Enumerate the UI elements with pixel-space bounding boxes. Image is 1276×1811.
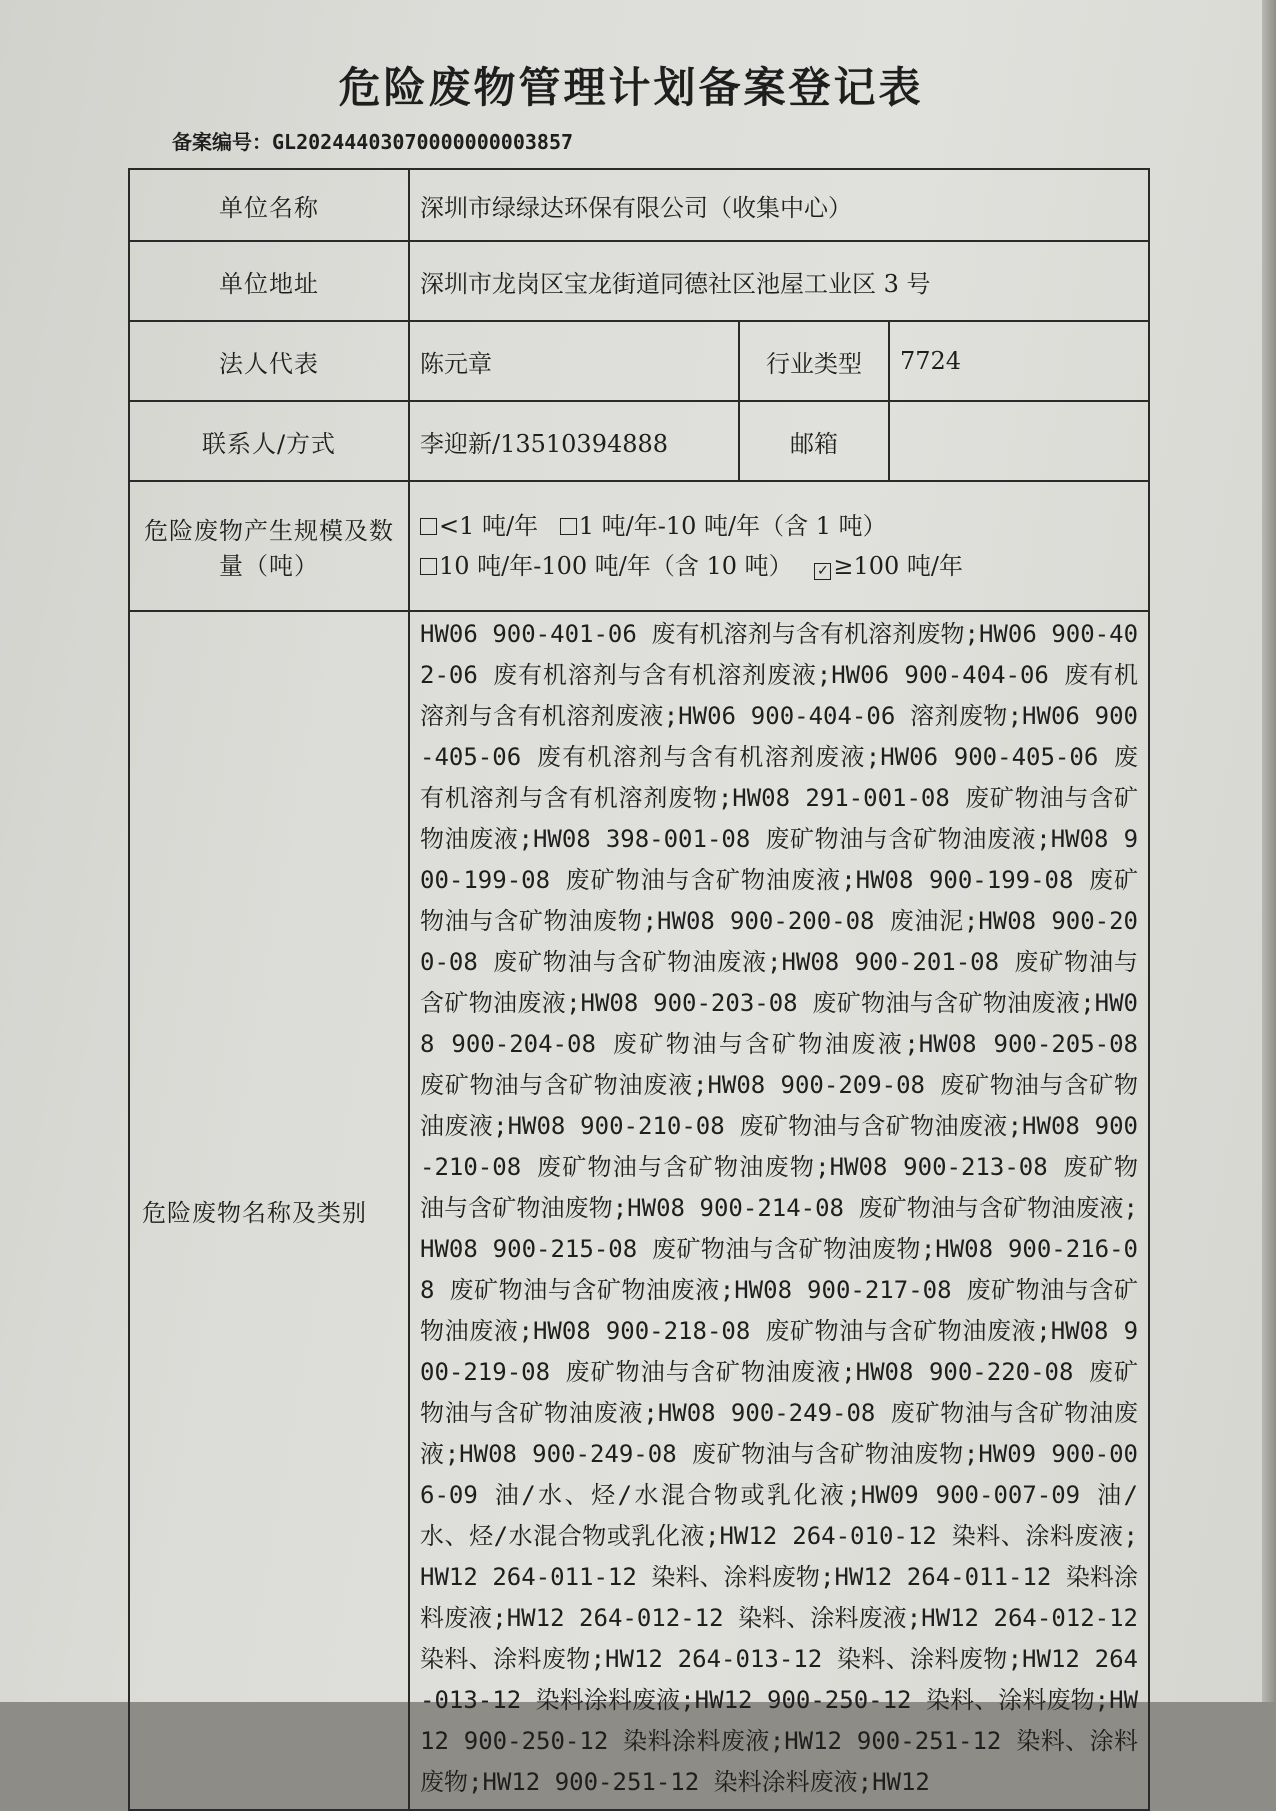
row-legal-rep <box>129 321 1149 401</box>
record-number-line <box>172 126 573 155</box>
email-value <box>889 401 1149 481</box>
registration-table <box>128 168 1150 1811</box>
scale-option-4-text: ≥100 吨/年 <box>833 552 963 580</box>
unit-name-label: 单位名称 <box>129 169 409 241</box>
scale-option-3 <box>420 552 793 580</box>
unit-address-label: 单位地址 <box>129 241 409 321</box>
legal-rep-value: 陈元章 <box>409 321 739 401</box>
checkbox-checked-icon: ✓ <box>814 563 831 580</box>
row-waste <box>129 611 1149 1810</box>
unit-address-value: 深圳市龙岗区宝龙街道同德社区池屋工业区 3 号 <box>409 241 1149 321</box>
waste-list: HW06 900-401-06 废有机溶剂与含有机溶剂废物;HW06 900-402-06 废有机溶剂与含有机溶剂废液;HW06 900-404-06 废有机溶剂与含有机溶剂废液;HW06 900-404-06 溶剂废物;HW06 900-405-06 废有机溶剂与含有机溶剂废液;HW06 900-405-06 废有机溶剂与含有机溶剂废物;HW08 291-001-08 废矿物油与含矿物油废液;HW08 398-001-08 废矿物油与含矿物油废液;HW08 900-199-08 废矿物油与含矿物油废液;HW08 900-199-08 废矿物油与含矿物油废物;HW08 900-200-08 废油泥;HW08 900-200-08 废矿物油与含矿物油废液;HW08 900-201-08 废矿物油与含矿物油废液;HW08 900-203-08 废矿物油与含矿物油废液;HW08 900-204-08 废矿物油与含矿物油废液;HW08 900-205-08 废矿物油与含矿物油废液;HW08 900-209-08 废矿物油与含矿物油废液;HW08 900-210-08 废矿物油与含矿物油废液;HW08 900-210-08 废矿物油与含矿物油废物;HW08 900-213-08 废矿物油与含矿物油废物;HW08 900-214-08 废矿物油与含矿物油废液;HW08 900-215-08 废矿物油与含矿物油废物;HW08 900-216-08 废矿物油与含矿物油废液;HW08 900-217-08 废矿物油与含矿物油废液;HW08 900-218-08 废矿物油与含矿物油废液;HW08 900-219-08 废矿物油与含矿物油废液;HW08 900-220-08 废矿物油与含矿物油废液;HW08 900-249-08 废矿物油与含矿物油废液;HW08 900-249-08 废矿物油与含矿物油废物;HW09 900-006-09 油/水、烃/水混合物或乳化液;HW09 900-007-09 油/水、烃/水混合物或乳化液;HW12 264-010-12 染料、涂料废液;HW12 264-011-12 染料、涂料废物;HW12 264-011-12 染料涂料废液;HW12 264-012-12 染料、涂料废液;HW12 264-012-12 染料、涂料废物;HW12 264-013-12 染料、涂料废物;HW12 264-013-12 染料涂料废液;HW12 900-250-12 染料、涂料废物;HW12 900-250-12 染料涂料废液;HW12 900-251-12 染料、涂料废物;HW12 900-251-12 染料涂料废液;HW12 <box>409 611 1149 1810</box>
record-number-label: 备案编号： <box>172 130 272 154</box>
scale-option-2-text: 1 吨/年-10 吨/年（含 1 吨） <box>578 512 887 540</box>
row-scale <box>129 481 1149 611</box>
industry-type-label: 行业类型 <box>739 321 889 401</box>
scale-label: 危险废物产生规模及数量（吨） <box>129 481 409 611</box>
scale-option-1 <box>420 512 538 540</box>
scale-option-1-text: <1 吨/年 <box>439 512 539 540</box>
unit-name-value: 深圳市绿绿达环保有限公司（收集中心） <box>409 169 1149 241</box>
waste-label: 危险废物名称及类别 <box>129 611 409 1810</box>
row-unit-address <box>129 241 1149 321</box>
scale-options <box>409 481 1149 611</box>
scale-option-4 <box>814 552 963 580</box>
row-contact <box>129 401 1149 481</box>
scale-option-3-text: 10 吨/年-100 吨/年（含 10 吨） <box>439 552 793 580</box>
industry-type-value: 7724 <box>889 321 1149 401</box>
record-number-value: GL20244403070000000003857 <box>272 130 574 154</box>
contact-label: 联系人/方式 <box>129 401 409 481</box>
checkbox-empty-icon <box>560 518 577 535</box>
page-edge-shadow <box>1262 0 1276 1702</box>
checkbox-empty-icon <box>420 518 437 535</box>
checkbox-empty-icon <box>420 558 437 575</box>
scale-option-2 <box>560 512 887 540</box>
row-unit-name <box>129 169 1149 241</box>
contact-value: 李迎新/13510394888 <box>409 401 739 481</box>
document-title: 危险废物管理计划备案登记表 <box>338 63 924 112</box>
legal-rep-label: 法人代表 <box>129 321 409 401</box>
email-label: 邮箱 <box>739 401 889 481</box>
